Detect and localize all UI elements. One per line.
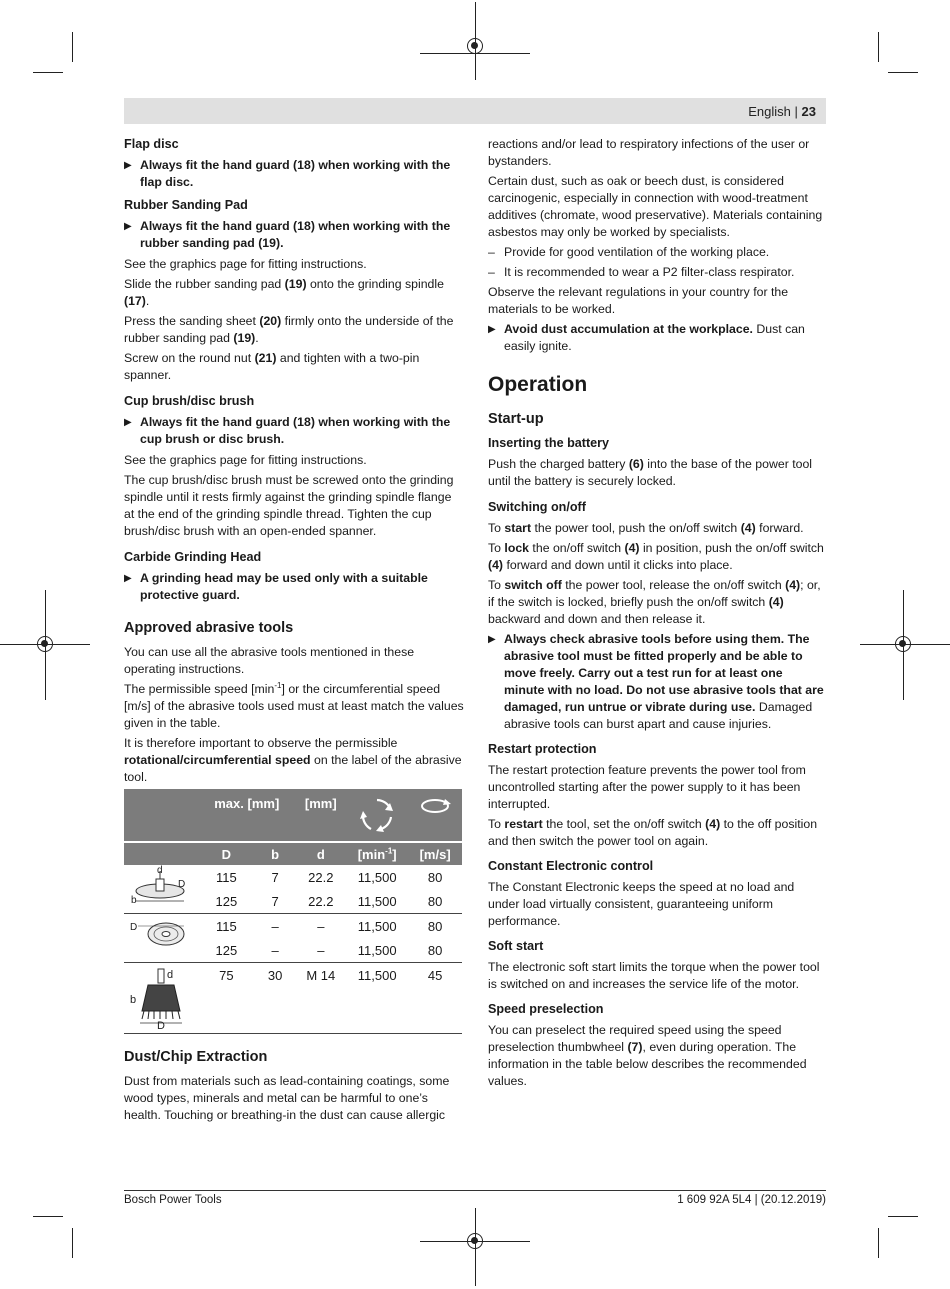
speed-preselection-title: Speed preselection [488,1002,604,1016]
abrasive-check-warning: ▶ Always check abrasive tools before using them. The abrasive tool must be fitted properly and be able to move freely. Carry out a test run for at least one minute with no load. Do not use abrasive tools that are damaged, run untrue or vibrate during use. Damaged abrasive tools can burst apart and cause injuries. [488,632,824,731]
svg-text:b: b [131,895,137,906]
rubber-pad-p3: Press the sanding sheet (20) firmly onto the underside of the rubber sanding pad (19). [124,314,454,345]
switch-p2: To lock the on/off switch (4) in position, push the on/off switch (4) forward and down until it clicks into place. [488,541,824,572]
svg-text:D: D [130,922,138,933]
header-ms: [m/s] [408,842,462,865]
table-row: D 115 – – 11,500 80 [124,914,462,939]
table-subheader-row [124,842,462,865]
flap-disc-warning: ▶ Always fit the hand guard (18) when working with the flap disc. [124,158,451,189]
rubber-pad-p1: See the graphics page for fitting instructions. [124,257,367,271]
cup-brush-title: Cup brush/disc brush [124,394,255,408]
svg-text:d: d [167,969,174,981]
carbide-warning: ▶ A grinding head may be used only with a suitable protective guard. [124,571,428,602]
cup-brush-diagram-icon [124,963,198,1034]
table-row: d b D 75 30 M 14 11,500 45 [124,963,462,1034]
rubber-pad-title: Rubber Sanding Pad [124,198,248,212]
header-max-mm: max. [mm] [198,789,296,842]
restart-title: Restart protection [488,742,597,756]
svg-text:D: D [157,1020,165,1029]
abrasive-tools-table [124,789,462,1034]
page-number: 23 [801,104,816,119]
cup-brush-warning: ▶ Always fit the hand guard (18) when working with the cup brush or disc brush. [124,415,451,446]
list-item: – Provide for good ventilation of the working place. [488,245,770,259]
header-language: English [748,104,791,119]
svg-text:d: d [157,865,163,876]
page-header [124,98,826,124]
approved-tools-heading: Approved abrasive tools [124,620,294,636]
constant-electronic-title: Constant Electronic control [488,859,654,873]
startup-heading: Start-up [488,411,544,427]
header-mm: [mm] [296,789,347,842]
approved-p1: You can use all the abrasive tools mentioned in these operating instructions. [124,645,415,676]
registration-mark-icon [37,636,53,652]
header-b: b [255,842,296,865]
battery-p: Push the charged battery (6) into the base of the power tool until the battery is securely locked. [488,457,813,488]
soft-start-p: The electronic soft start limits the torque when the power tool is switched on and increases the service life of the motor. [488,960,820,991]
dust-p1: Dust from materials such as lead-containing coatings, some wood types, minerals and metal can be harmful to one’s health. Touching or breathing-in the dust can cause allergic [124,1074,450,1122]
list-item: – It is recommended to wear a P2 filter-class respirator. [488,265,795,279]
triangle-bullet-icon: ▶ [124,221,132,232]
header-separator: | [794,104,798,119]
speed-preselection-p: You can preselect the required speed using the speed preselection thumbwheel (7), even during operation. The information in the table below describes the recommended values. [488,1023,807,1088]
triangle-bullet-icon: ▶ [488,324,496,335]
dust-cont-p3: Observe the relevant regulations in your country for the materials to be worked. [488,285,789,316]
crop-mark [33,72,63,73]
flap-disc-diagram-icon [124,914,198,963]
left-column [124,136,464,1127]
circumferential-speed-icon [408,789,462,842]
footer-doc-number: 1 609 92A 5L4 | (20.12.2019) [677,1194,826,1206]
approved-p2: The permissible speed $[\min^{-1}]$ or the circumferential speed [m/s] of the abrasive tools used must at least match the values given in the table. [124,680,464,730]
footer-brand: Bosch Power Tools [124,1194,222,1206]
crop-mark [72,1228,73,1258]
header-min-1: $[\min^{-1}]$ [346,842,408,865]
operation-heading: Operation [488,373,588,396]
triangle-bullet-icon: ▶ [488,634,496,645]
rubber-pad-warning: ▶ Always fit the hand guard (18) when working with the rubber sanding pad (19). [124,219,451,250]
table-row: d D b 115 7 22.2 11,500 80 [124,865,462,889]
header-D: D [198,842,255,865]
triangle-bullet-icon: ▶ [124,417,132,428]
switch-p1: To start the power tool, push the on/off switch (4) forward. [488,521,804,535]
flap-disc-title: Flap disc [124,137,179,151]
registration-mark-icon [895,636,911,652]
footer-divider [124,1190,826,1191]
restart-p2: To restart the tool, set the on/off switch (4) to the off position and then switch the power tool on again. [488,817,818,848]
soft-start-title: Soft start [488,939,544,953]
crop-mark [888,72,918,73]
header-text [748,103,816,120]
dust-cont-p2: Certain dust, such as oak or beech dust, is considered carcinogenic, especially in connection with wood-treatment additives (chromate, wood preservative). Materials containing asbestos may only be worked by specialists. [488,174,823,239]
approved-p3: It is therefore important to observe the permissible rotational/circumferential speed on the label of the abrasive tool. [124,736,462,784]
registration-mark-icon [467,1233,483,1249]
crop-mark [878,32,879,62]
table-header-row [124,789,462,842]
crop-mark [878,1228,879,1258]
header-d: d [296,842,347,865]
dust-warning: ▶ Avoid dust accumulation at the workplace. Dust can easily ignite. [488,322,805,353]
cup-brush-p1: See the graphics page for fitting instructions. [124,453,367,467]
rubber-pad-p2: Slide the rubber sanding pad (19) onto the grinding spindle (17). [124,277,444,308]
svg-text:b: b [130,994,137,1006]
rubber-pad-p4: Screw on the round nut (21) and tighten with a two-pin spanner. [124,351,420,382]
right-column [488,136,826,1093]
switch-p3: To switch off the power tool, release the on/off switch (4); or, if the switch is locked, briefly push the on/off switch (4) backward and down and then release it. [488,578,821,626]
rotation-speed-icon [346,789,408,842]
switch-title: Switching on/off [488,500,586,514]
dust-extraction-heading: Dust/Chip Extraction [124,1049,268,1065]
crop-mark [72,32,73,62]
svg-text:D: D [178,879,186,890]
crop-mark [33,1216,63,1217]
triangle-bullet-icon: ▶ [124,160,132,171]
dust-cont-p1: reactions and/or lead to respiratory infections of the user or bystanders. [488,137,810,168]
grinding-disc-diagram-icon [124,865,198,914]
restart-p1: The restart protection feature prevents the power tool from uncontrolled starting after the power supply to it has been interrupted. [488,763,806,811]
crop-mark [888,1216,918,1217]
carbide-title: Carbide Grinding Head [124,550,262,564]
registration-mark-icon [467,38,483,54]
table-row: 125 7 22.2 11,500 80 [124,889,462,914]
triangle-bullet-icon: ▶ [124,573,132,584]
constant-electronic-p: The Constant Electronic keeps the speed at no load and under load virtually consistent, guaranteeing uniform performance. [488,880,795,928]
battery-title: Inserting the battery [488,436,610,450]
cup-brush-p2: The cup brush/disc brush must be screwed onto the grinding spindle until it rests firmly against the grinding spindle flange at the end of the grinding spindle thread. Tighten the cup brush/disc brush with an open-ended spanner. [124,473,454,538]
table-row: 125 – – 11,500 80 [124,938,462,963]
